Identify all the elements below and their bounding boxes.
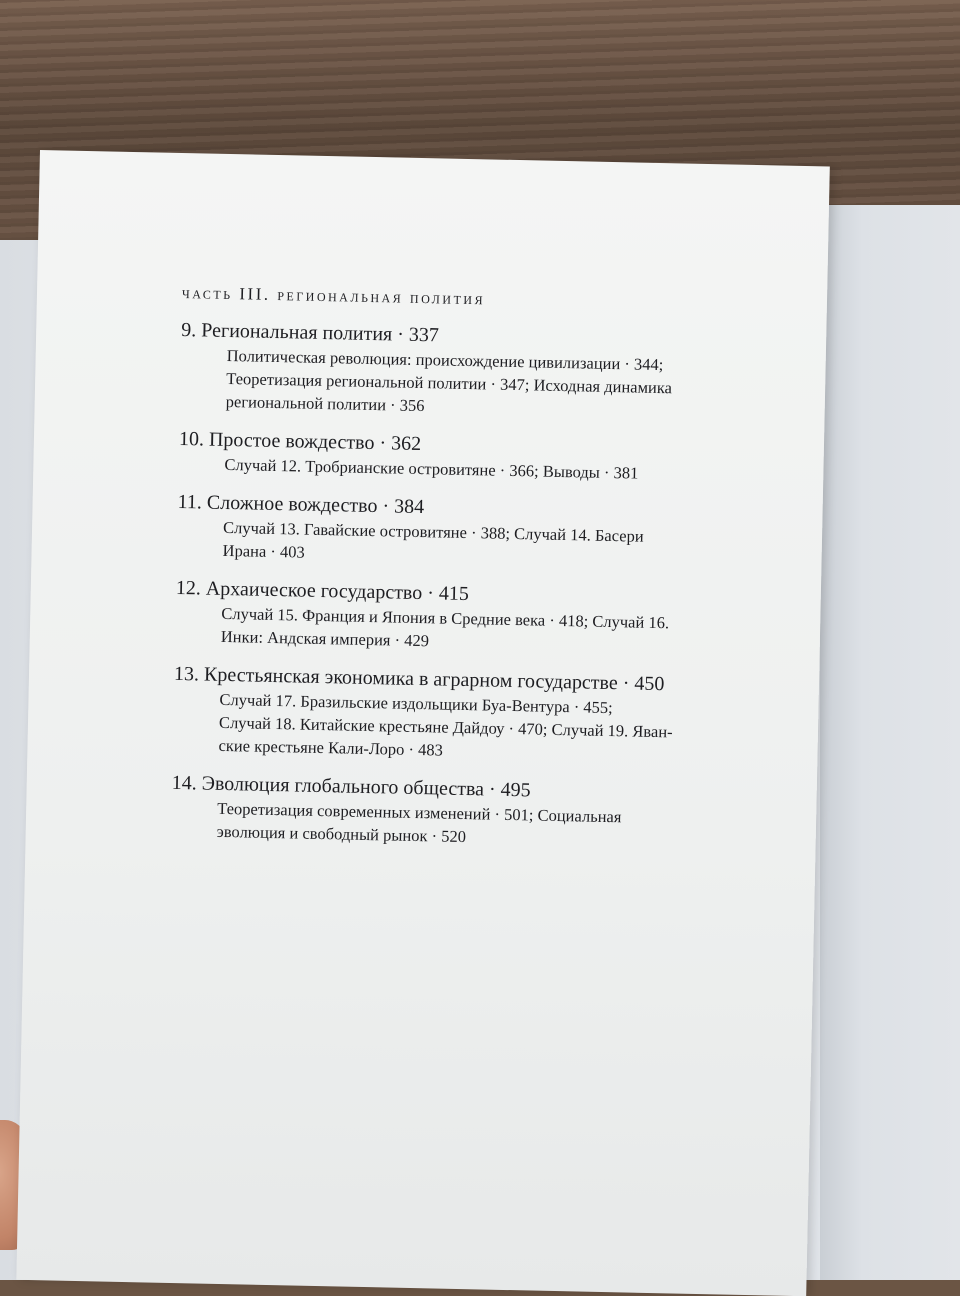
subsection-line: Случай 13. Гавайские островитяне · 388; Случай 14. Басери (222, 517, 644, 546)
subsection-line: региональной политии · 356 (225, 391, 425, 416)
toc-entry (175, 575, 796, 660)
subsection-line: эволюция и свободный рынок · 520 (216, 821, 467, 847)
subsection-line: Случай 18. Китайские крестьяне Дайдоу · 470; Случай 19. Яван- (218, 712, 673, 742)
toc-entry (180, 317, 802, 425)
part-heading: часть III. региональная полития (181, 283, 486, 309)
chapter-title: 14. Эволюция глобального общества · 495 (171, 771, 531, 802)
subsection-line: Случай 12. Тробрианские островитяне · 366; Выводы · 381 (224, 454, 639, 483)
chapter-title: 9. Региональная полития · 337 (181, 319, 440, 347)
toc-entry (171, 770, 792, 855)
subsection-line: Ирана · 403 (222, 540, 305, 562)
subsection-line: Политическая революция: происхождение цивилизации · 344; (226, 345, 664, 375)
subsection-line: ские крестьяне Кали-Лоро · 483 (218, 735, 444, 760)
subsection-line: Случай 17. Бразильские издольщики Буа-Вентура · 455; (219, 689, 613, 718)
toc-entry (172, 661, 794, 769)
subsection-line: Инки: Андская империя · 429 (220, 626, 430, 651)
chapter-title: 12. Архаическое государство · 415 (175, 576, 470, 606)
book-page (16, 150, 829, 1296)
chapter-subsections (172, 687, 793, 769)
table-of-contents (170, 283, 802, 869)
chapter-title: 10. Простое вождество · 362 (178, 427, 422, 456)
subsection-line: Теоретизация региональной политии · 347; Исходная динамика (226, 368, 673, 398)
subsection-line: Теоретизация современных изменений · 501; Социальная (217, 798, 622, 827)
toc-entry (176, 489, 797, 574)
toc-entry (178, 426, 799, 488)
back-page-edge (820, 205, 960, 1280)
subsection-line: Случай 15. Франция и Япония в Средние века · 418; Случай 16. (221, 603, 670, 633)
chapter-title: 11. Сложное вождество · 384 (177, 490, 425, 519)
chapter-subsections (180, 343, 801, 425)
chapter-title: 13. Крестьянская экономика в аграрном государстве · 450 (173, 662, 665, 696)
